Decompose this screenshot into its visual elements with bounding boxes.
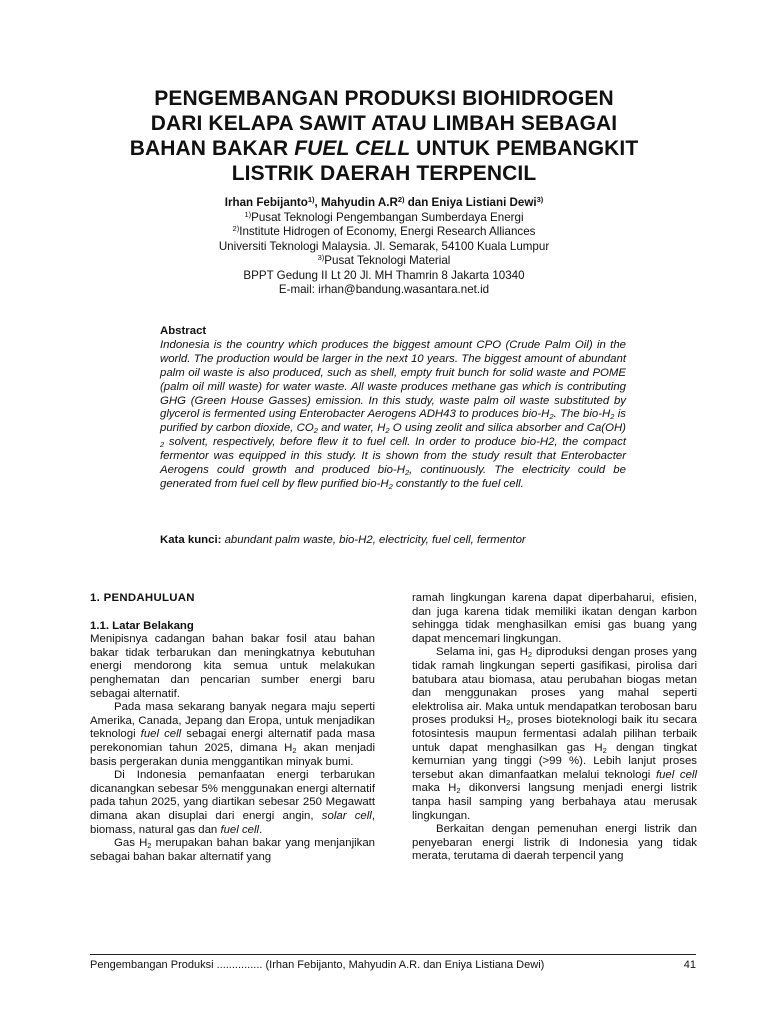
author-block — [100, 196, 668, 298]
running-title: Pengembangan Produksi ............... (Irhan Febijanto, Mahyudin A.R. dan Eniya Listiana Dewi) — [90, 959, 545, 971]
left-column — [90, 592, 375, 864]
title-line-2: DARI KELAPA SAWIT ATAU LIMBAH SEBAGAI — [150, 112, 618, 135]
author-names: Irhan Febijanto$^{1)}$, Mahyudin $A.R^{2)}$ dan Eniya Listiani Dewi$^{3)}$ — [224, 195, 544, 209]
title-line-4: LISTRIK DAERAH TERPENCIL — [231, 162, 537, 185]
page-number: 41 — [683, 959, 696, 971]
section-heading: 1. PENDAHULUAN — [90, 592, 195, 604]
paragraph: Gas $H_2$ merupakan bahan bakar yang menjanjikan sebagai bahan bakar alternatif yang — [90, 837, 375, 863]
affiliation-3: $^{3)}$Pusat Teknologi Material — [317, 253, 451, 267]
paragraph: Pada masa sekarang banyak negara maju seperti Amerika, Canada, Jepang dan Eropa, untuk menjadikan teknologi fuel cell sebagai energi alternatif pada masa perekonomian tahun 2025, dimana $H_2$ akan menjadi basis pergerakan dunia menggantikan minyak bumi. — [90, 701, 375, 768]
title-line-3: BAHAN BAKAR FUEL CELL UNTUK PEMBANGKIT — [129, 137, 639, 160]
affiliation-2: $^{2)}$Institute Hidrogen of Economy, Energi Research Alliances — [232, 224, 536, 238]
page-footer — [90, 958, 696, 972]
paragraph: Di Indonesia pemanfaatan energi terbarukan dicanangkan sebesar 5% menggunakan energi alternatif pada tahun 2025, yang diartikan sebesar 250 Megawatt dimana akan disuplai dari energi angin, solar cell, biomass, natural gas dan fuel cell. — [90, 769, 375, 836]
title-line-1: PENGEMBANGAN PRODUKSI BIOHIDROGEN — [154, 87, 614, 110]
abstract-heading: Abstract — [160, 325, 207, 337]
keywords-value: abundant palm waste, bio-H2, electricity, fuel cell, fermentor — [224, 534, 526, 546]
paragraph: Selama ini, gas $H_2$ diproduksi dengan proses yang tidak ramah lingkungan seperti gasifikasi, pirolisa dari batubara atau biomasa, atau perubahan biogas metan dan menggunakan proses yang mahal seperti elektrolisa air. Maka untuk mendapatkan terobosan baru proses produksi $H_2$, proses bioteknologi baik itu secara fotosintesis maupun fermentasi adalah pilihan terbaik untuk dapat menghasilkan gas $H_2$ dengan tingkat kemurnian yang tinggi (>99 %). Lebih lanjut proses tersebut akan dimanfaatkan melalui teknologi fuel cell maka $H_2$ dikonversi langsung menjadi energi listrik tanpa hasil samping yang berbahaya atau merusak lingkungan. — [412, 646, 698, 822]
subsection-heading: 1.1. Latar Belakang — [90, 619, 194, 632]
affiliation-2-address: Universiti Teknologi Malaysia. Jl. Semarak, 54100 Kuala Lumpur — [218, 239, 550, 253]
paragraph: Berkaitan dengan pemenuhan energi listrik dan penyebaran energi listrik di Indonesia yang tidak merata, terutama di daerah terpencil yang — [412, 823, 697, 863]
right-column — [412, 592, 697, 864]
abstract-section — [160, 325, 626, 492]
paragraph: Menipisnya cadangan bahan bakar fosil atau bahan bakar tidak terbarukan dan meningkatnya kebutuhan energi mendorong kita semua untuk melakukan penghematan dan pencarian sumber energi baru sebagai alternatif. — [90, 633, 375, 700]
paragraph: ramah lingkungan karena dapat diperbaharui, efisien, dan juga karena tidak memiliki ikatan dengan karbon sehingga tidak menghasilkan emisi gas buang yang dapat mencemari lingkungan. — [412, 592, 697, 645]
paper-title — [70, 86, 698, 186]
footer-divider — [90, 954, 696, 955]
affiliation-1: $^{1)}$Pusat Teknologi Pengembangan Sumberdaya Energi — [244, 209, 524, 224]
author-email: E-mail: irhan@bandung.wasantara.net.id — [278, 283, 490, 296]
keywords-label: Kata kunci: — [160, 534, 225, 546]
abstract-body: Indonesia is the country which produces the biggest amount CPO (Crude Palm Oil) in the world. The production would be larger in the next 10 years. The biggest amount of abundant palm oil waste is also produced, such as shell, empty fruit bunch for solid waste and POME (palm oil mill waste) for water waste. All waste produces methane gas which is contributing GHG (Green House Gasses) emission. In this study, waste palm oil waste substituted by glycerol is fermented using Enterobacter Aerogens ADH43 to produces bio-$H_2$. The bio-$H_2$ is purified by carbon dioxide, $CO_2$ and water, $H_2$ O using zeolit and silica absorber and Ca(OH) $_2$ solvent, respectively, before flew it to fuel cell. In order to produce bio-H2, the compact fermentor was equipped in this study. It is shown from the study result that Enterobacter Aerogens could growth and produced bio-$H_2$, continuously. The electricity could be generated from fuel cell by flew purified bio-$H_2$ constantly to the fuel cell. — [160, 338, 626, 491]
keywords — [160, 533, 626, 547]
affiliation-3-address: BPPT Gedung II Lt 20 Jl. MH Thamrin 8 Jakarta 10340 — [243, 268, 525, 282]
